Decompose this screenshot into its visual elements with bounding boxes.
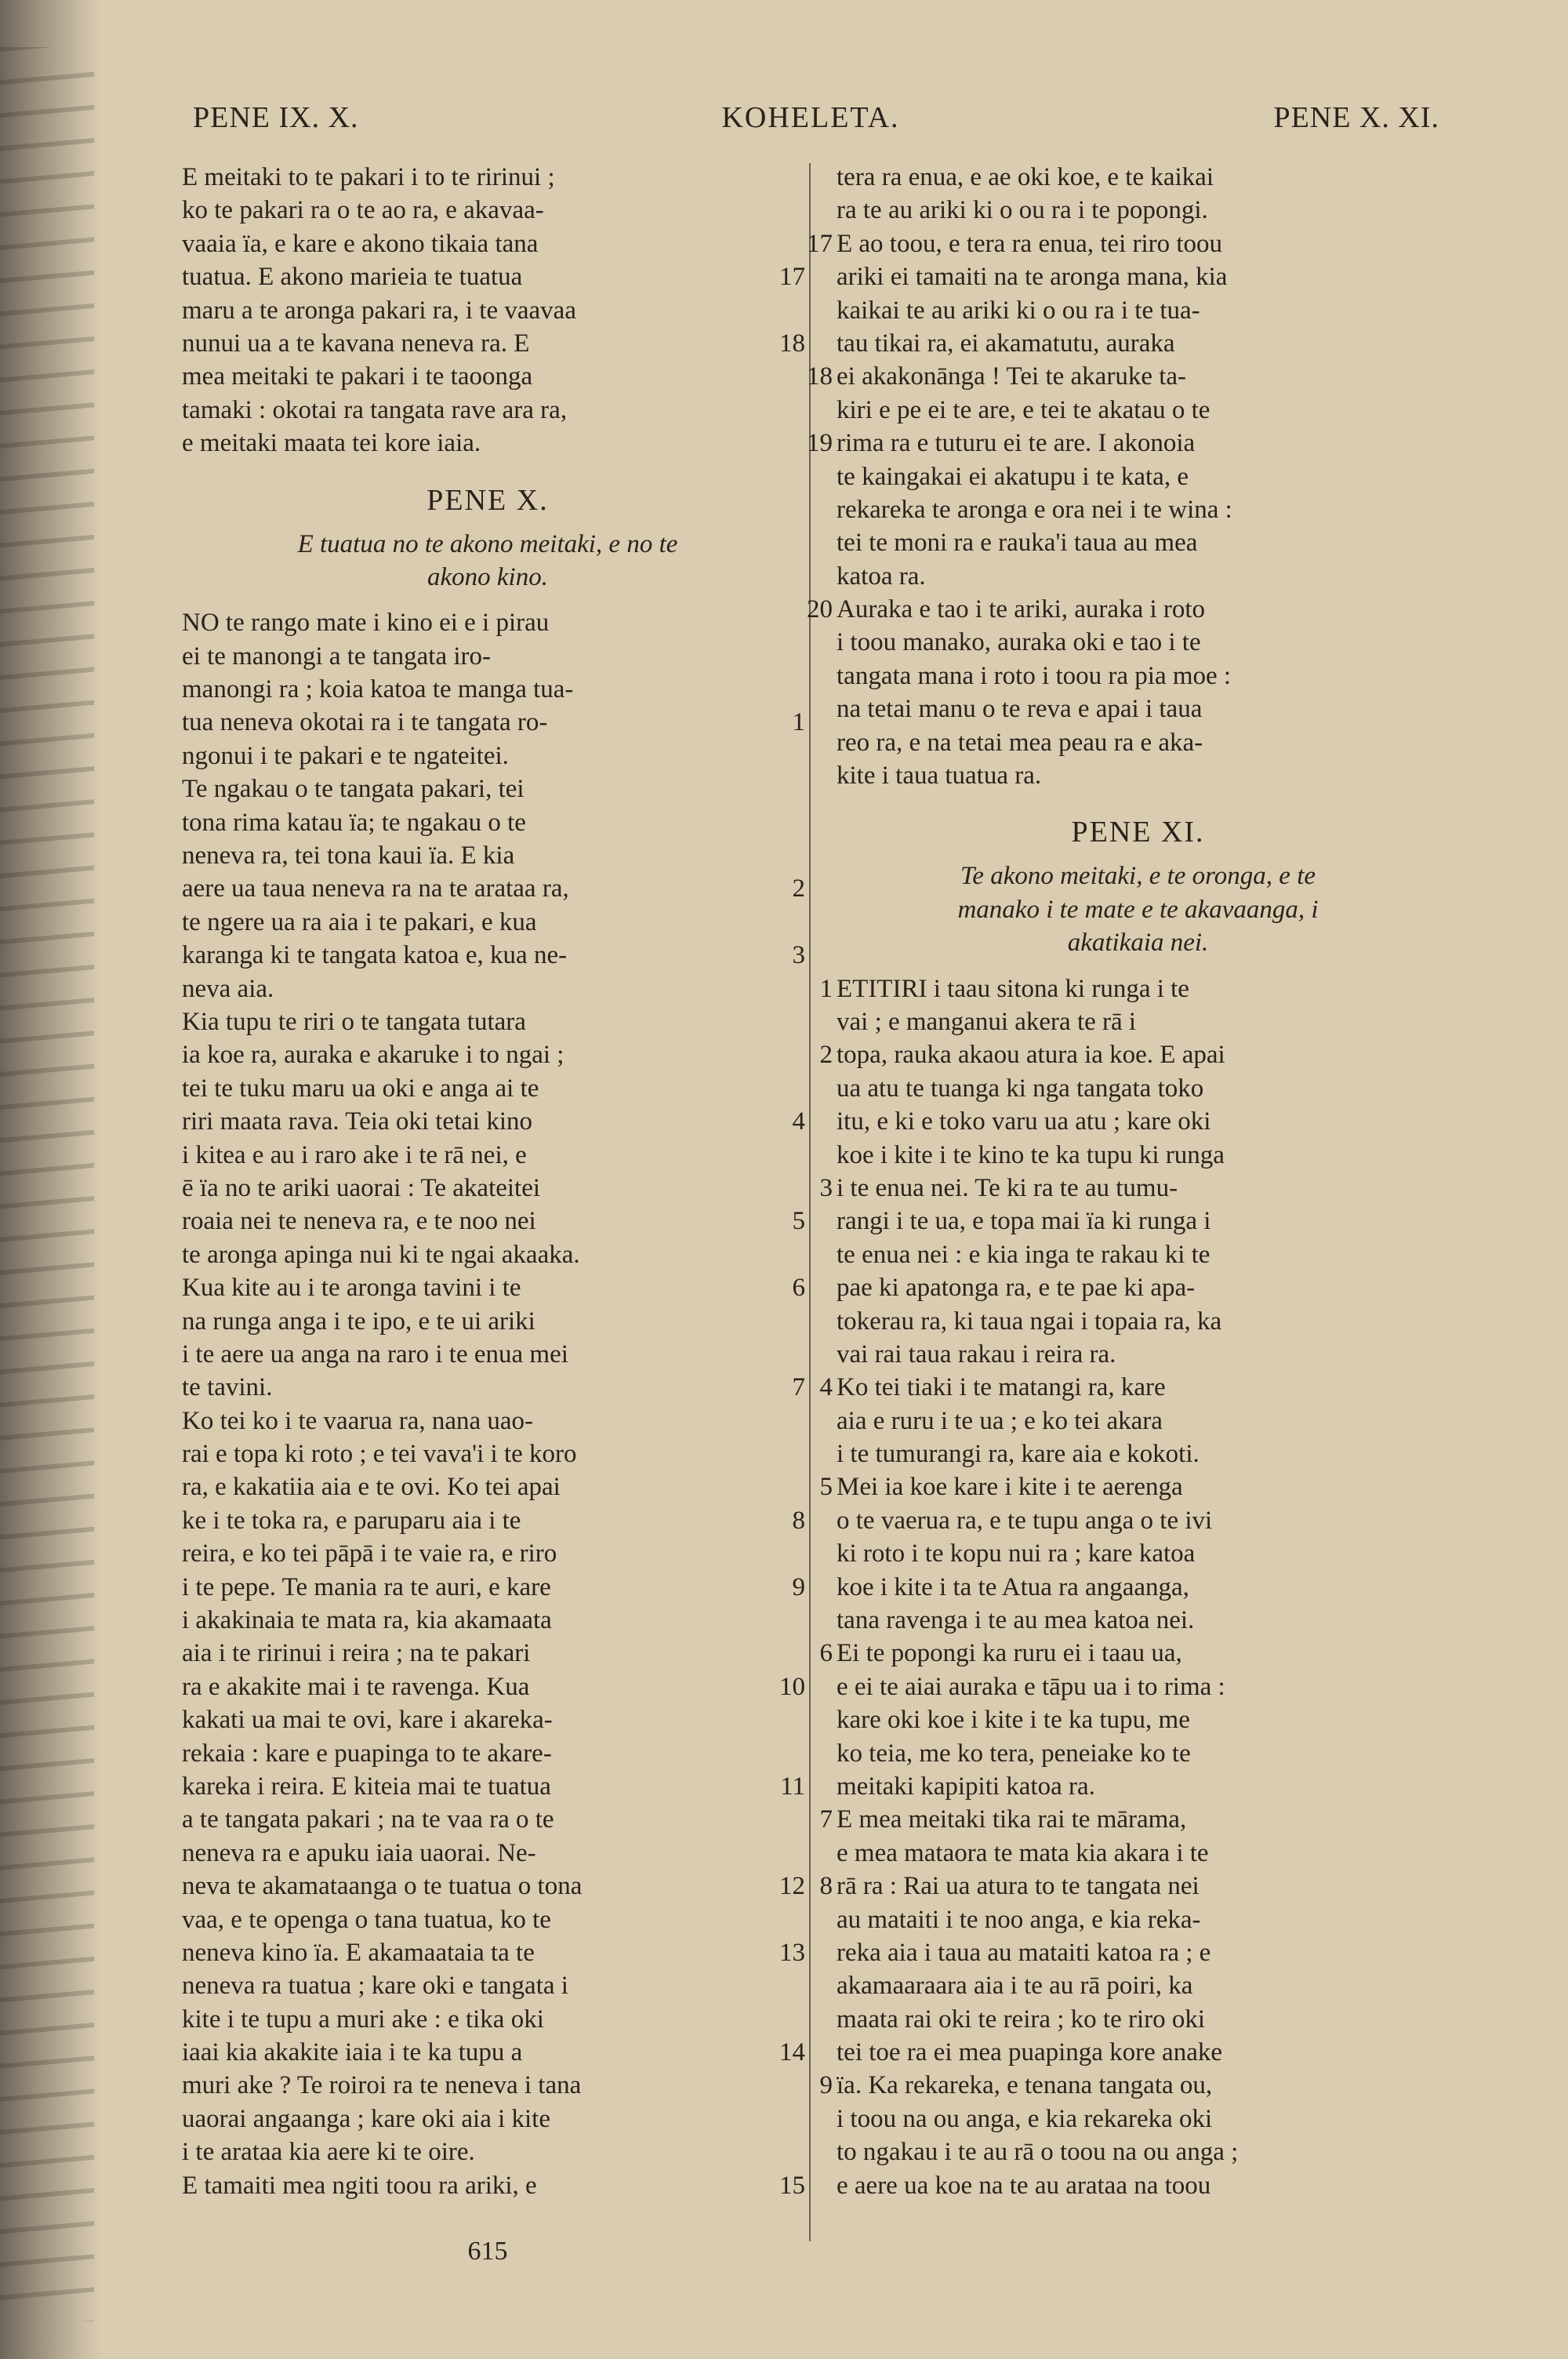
text-line: tana ravenga i te au mea katoa nei. — [837, 1606, 1195, 1635]
text-line: te ngere ua ra aia i te pakari, e kua — [182, 907, 537, 936]
text-line: vaaia ïa, e kare e akono tikaia tana — [182, 229, 539, 258]
verse-number: 2 — [792, 874, 805, 903]
verse-number: 6 — [819, 1639, 833, 1667]
text-line: te kaingakai ei akatupu i te kata, e — [837, 462, 1189, 491]
bleedthrough-text-lines — [0, 47, 94, 2321]
text-line: mea meitaki te pakari i te taoonga — [182, 362, 533, 391]
text-line: ïa. Ka rekareka, e tenana tangata ou, — [837, 2071, 1213, 2100]
text-line: ngonui i te pakari e te ngateitei. — [182, 741, 509, 770]
text-line: i te aere ua anga na raro i te enua mei — [182, 1339, 568, 1369]
verse-number: 12 — [779, 1872, 805, 1900]
verse-number: 11 — [780, 1772, 805, 1801]
text-line: riri maata rava. Teia oki tetai kino — [182, 1107, 532, 1136]
text-line: ra e akakite mai i te ravenga. Kua — [182, 1672, 530, 1701]
text-line: ra, e kakatiia aia e te ovi. Ko tei apai — [182, 1473, 561, 1502]
text-line: katoa ra. — [837, 562, 926, 591]
text-line: tangata mana i roto i toou ra pia moe : — [837, 661, 1232, 690]
text-line: i te tumurangi ra, kare aia e kokoti. — [837, 1440, 1200, 1469]
verse-number: 6 — [792, 1274, 805, 1302]
text-line: maata rai oki te reira ; ko te riro oki — [837, 2005, 1206, 2034]
text-line: i te arataa kia aere ki te oire. — [182, 2138, 475, 2167]
verse-number: 1 — [792, 708, 805, 736]
verse-number: 3 — [792, 941, 805, 969]
text-line: koe i kite i te kino te ka tupu ki runga — [837, 1140, 1225, 1169]
text-line: meitaki kapipiti katoa ra. — [837, 1772, 1095, 1801]
text-line: ki roto i te kopu nui ra ; kare katoa — [837, 1539, 1196, 1568]
text-line: uaorai angaanga ; kare oki aia i kite — [182, 2104, 551, 2133]
text-line: Ko tei ko i te vaarua ra, nana uao- — [182, 1406, 534, 1435]
text-line: vaa, e te openga o tana tuatua, ko te — [182, 1905, 551, 1934]
text-line: ei te manongi a te tangata iro- — [182, 642, 492, 671]
verse-number: 17 — [779, 263, 805, 291]
text-line: tona rima katau ïa; te ngakau o te — [182, 808, 526, 837]
verse-number: 18 — [807, 362, 833, 391]
text-line: karanga ki te tangata katoa e, kua ne- — [182, 941, 568, 970]
verse-number: 20 — [807, 595, 833, 623]
running-head-left: PENE IX. X. — [193, 101, 359, 134]
text-line: ē ïa no te ariki uaorai : Te akateitei — [182, 1173, 541, 1202]
text-line: ko te pakari ra o te ao ra, e akavaa- — [182, 196, 544, 225]
text-line: tamaki : okotai ra tangata rave ara ra, — [182, 395, 568, 424]
text-line: reira, e ko tei pāpā i te vaie ra, e riro — [182, 1539, 557, 1568]
text-line: tei te moni ra e rauka'i taua au mea — [837, 529, 1198, 558]
text-line: aia i te ririnui i reira ; na te pakari — [182, 1639, 531, 1668]
text-line: manako i te mate e te akavaanga, i — [957, 895, 1319, 924]
text-line: itu, e ki e toko varu ua atu ; kare oki — [837, 1107, 1211, 1136]
text-line: o te vaerua ra, e te tupu anga o te ivi — [837, 1506, 1213, 1535]
text-line: ETITIRI i taau sitona ki runga i te — [837, 974, 1189, 1003]
text-line: topa, rauka akaou atura ia koe. E apai — [837, 1041, 1225, 1070]
left-column — [182, 161, 793, 2202]
text-line: to ngakau i te au rā o toou na ou anga ; — [837, 2138, 1239, 2167]
text-line: neneva ra tuatua ; kare oki e tangata i — [182, 1972, 568, 2001]
verse-number: 5 — [792, 1207, 805, 1235]
text-line: kite i taua tuatua ra. — [837, 761, 1042, 791]
text-line: rangi i te ua, e topa mai ïa ki runga i — [837, 1207, 1211, 1236]
text-line: e meitaki maata tei kore iaia. — [182, 429, 481, 458]
text-line: Kua kite au i te aronga tavini i te — [182, 1274, 521, 1303]
verse-number: 2 — [819, 1041, 833, 1069]
text-line: ua atu te tuanga ki nga tangata toko — [837, 1074, 1204, 1103]
text-line: aere ua taua neneva ra na te arataa ra, — [182, 874, 569, 903]
text-line: rā ra : Rai ua atura to te tangata nei — [837, 1872, 1200, 1901]
text-line: rima ra e tuturu ei te are. I akonoia — [837, 429, 1196, 458]
verse-number: 18 — [779, 329, 805, 358]
text-line: iaai kia akakite iaia i te ka tupu a — [182, 2038, 523, 2067]
text-line: kareka i reira. E kiteia mai te tuatua — [182, 1772, 551, 1801]
verse-number: 14 — [779, 2038, 805, 2066]
text-line: neneva ra e apuku iaia uaorai. Ne- — [182, 1838, 536, 1867]
text-line: tei toe ra ei mea puapinga kore anake — [837, 2038, 1223, 2067]
text-line: E tuatua no te akono meitaki, e no te — [297, 529, 678, 558]
verse-number: 5 — [819, 1473, 833, 1501]
text-line: tokerau ra, ki taua ngai i topaia ra, ka — [837, 1307, 1222, 1336]
verse-number: 8 — [792, 1507, 805, 1535]
page-number: 615 — [467, 2237, 508, 2266]
text-line: ia koe ra, auraka e akaruke i to ngai ; — [182, 1041, 564, 1070]
text-line: Te ngakau o te tangata pakari, tei — [182, 775, 524, 804]
text-line: Kia tupu te riri o te tangata tutara — [182, 1007, 526, 1036]
text-line: i te pepe. Te mania ra te auri, e kare — [182, 1572, 551, 1601]
verse-number: 19 — [807, 429, 833, 457]
text-line: rai e topa ki roto ; e tei vava'i i te koro — [182, 1440, 577, 1469]
verse-number: 3 — [819, 1174, 833, 1202]
text-line: nunui ua a te kavana neneva ra. E — [182, 329, 530, 358]
verse-number: 9 — [819, 2071, 833, 2099]
verse-number: 7 — [792, 1373, 805, 1401]
text-line: tera ra enua, e ae oki koe, e te kaikai — [837, 163, 1214, 191]
text-line: kare oki koe i kite i te ka tupu, me — [837, 1706, 1190, 1735]
text-line: ra te au ariki ki o ou ra i te popongi. — [837, 196, 1208, 225]
text-line: ariki ei tamaiti na te aronga mana, kia — [837, 263, 1228, 292]
chapter-heading: PENE XI. — [1071, 816, 1205, 849]
verse-number: 9 — [792, 1573, 805, 1601]
text-line: ke i te toka ra, e paruparu aia i te — [182, 1506, 521, 1535]
text-line: te enua nei : e kia inga te rakau ki te — [837, 1240, 1210, 1269]
text-line: akono kino. — [427, 562, 548, 591]
text-line: kakati ua mai te ovi, kare i akareka- — [182, 1706, 553, 1735]
text-line: roaia nei te neneva ra, e te noo nei — [182, 1207, 536, 1236]
right-column — [837, 161, 1439, 2202]
text-line: akatikaia nei. — [1067, 929, 1209, 958]
text-line: ei akakonānga ! Tei te akaruke ta- — [837, 362, 1187, 391]
text-line: i toou manako, auraka oki e tao i te — [837, 628, 1201, 657]
text-line: muri ake ? Te roiroi ra te neneva i tana — [182, 2071, 582, 2100]
verse-number: 17 — [807, 230, 833, 258]
text-line: neneva kino ïa. E akamaataia ta te — [182, 1938, 535, 1967]
text-line: koe i kite i ta te Atua ra angaanga, — [837, 1572, 1189, 1601]
text-line: Ei te popongi ka ruru ei i taau ua, — [837, 1639, 1182, 1668]
text-line: kite i te tupu a muri ake : e tika oki — [182, 2005, 544, 2034]
verse-number: 1 — [819, 975, 833, 1003]
text-line: rekareka te aronga e ora nei i te wina : — [837, 495, 1232, 524]
verse-number: 10 — [779, 1673, 805, 1701]
text-line: i te enua nei. Te ki ra te au tumu- — [837, 1173, 1178, 1202]
text-line: Mei ia koe kare i kite i te aerenga — [837, 1473, 1183, 1502]
text-line: manongi ra ; koia katoa te manga tua- — [182, 675, 574, 704]
text-line: NO te rango mate i kino ei e i pirau — [182, 609, 550, 638]
verse-number: 13 — [779, 1939, 805, 1967]
text-line: akamaaraara aia i te au rā poiri, ka — [837, 1972, 1193, 2001]
text-line: te tavini. — [182, 1373, 273, 1402]
text-line: E tamaiti mea ngiti toou ra ariki, e — [182, 2171, 537, 2200]
text-line: e aere ua koe na te au arataa na toou — [837, 2171, 1211, 2200]
text-line: tau tikai ra, ei akamatutu, auraka — [837, 329, 1175, 358]
text-line: E mea meitaki tika rai te mārama, — [837, 1805, 1187, 1834]
verse-number: 4 — [819, 1373, 833, 1401]
text-line: te aronga apinga nui ki te ngai akaaka. — [182, 1240, 580, 1269]
text-line: na runga anga i te ipo, e te ui ariki — [182, 1307, 535, 1336]
text-line: Te akono meitaki, e te oronga, e te — [960, 862, 1316, 891]
verse-number: 15 — [779, 2172, 805, 2200]
text-line: kaikai te au ariki ki o ou ra i te tua- — [837, 296, 1200, 325]
text-line: tei te tuku maru ua oki e anga ai te — [182, 1074, 539, 1103]
text-line: na tetai manu o te reva e apai i taua — [837, 695, 1203, 724]
text-line: au mataiti i te noo anga, e kia reka- — [837, 1905, 1201, 1934]
chapter-heading: PENE X. — [426, 483, 549, 517]
text-line: ko teia, me ko tera, peneiake ko te — [837, 1739, 1191, 1768]
text-line: pae ki apatonga ra, e te pae ki apa- — [837, 1274, 1196, 1303]
text-line: neva te akamataanga o te tuatua o tona — [182, 1872, 583, 1901]
text-line: vai rai taua rakau i reira ra. — [837, 1339, 1116, 1369]
text-line: tua neneva okotai ra i te tangata ro- — [182, 708, 548, 737]
text-line: aia e ruru i te ua ; e ko tei akara — [837, 1406, 1163, 1435]
text-line: vai ; e manganui akera te rā i — [837, 1007, 1137, 1036]
page — [182, 102, 1439, 2298]
text-line: neneva ra, tei tona kaui ïa. E kia — [182, 841, 515, 871]
text-line: reo ra, e na tetai mea peau ra e aka- — [837, 728, 1203, 757]
text-line: E meitaki to te pakari i to te ririnui ; — [182, 163, 555, 191]
text-line: reka aia i taua au mataiti katoa ra ; e — [837, 1938, 1211, 1967]
text-line: neva aia. — [182, 974, 274, 1003]
text-line: kiri e pe ei te are, e tei te akatau o te — [837, 395, 1210, 424]
text-line: maru a te aronga pakari ra, i te vaavaa — [182, 296, 576, 325]
text-line: rekaia : kare e puapinga to te akare- — [182, 1739, 552, 1768]
text-line: i kitea e au i raro ake i te rā nei, e — [182, 1140, 527, 1169]
text-line: e mea mataora te mata kia akara i te — [837, 1838, 1209, 1867]
verse-number: 4 — [792, 1107, 805, 1136]
running-head-title: KOHELETA. — [721, 101, 900, 134]
text-line: Ko tei tiaki i te matangi ra, kare — [837, 1373, 1166, 1402]
running-head-right: PENE X. XI. — [1273, 101, 1439, 134]
verse-number: 7 — [819, 1805, 833, 1834]
text-line: i toou na ou anga, e kia rekareka oki — [837, 2104, 1213, 2133]
text-line: i akakinaia te mata ra, kia akamaata — [182, 1606, 552, 1635]
text-line: tuatua. E akono marieia te tuatua — [182, 263, 523, 292]
text-line: E ao toou, e tera ra enua, tei riro toou — [837, 229, 1223, 258]
text-line: e ei te aiai auraka e tāpu ua i to rima : — [837, 1672, 1225, 1701]
text-line: a te tangata pakari ; na te vaa ra o te — [182, 1805, 554, 1834]
text-line: Auraka e tao i te ariki, auraka i roto — [837, 595, 1206, 624]
verse-number: 8 — [819, 1872, 833, 1900]
